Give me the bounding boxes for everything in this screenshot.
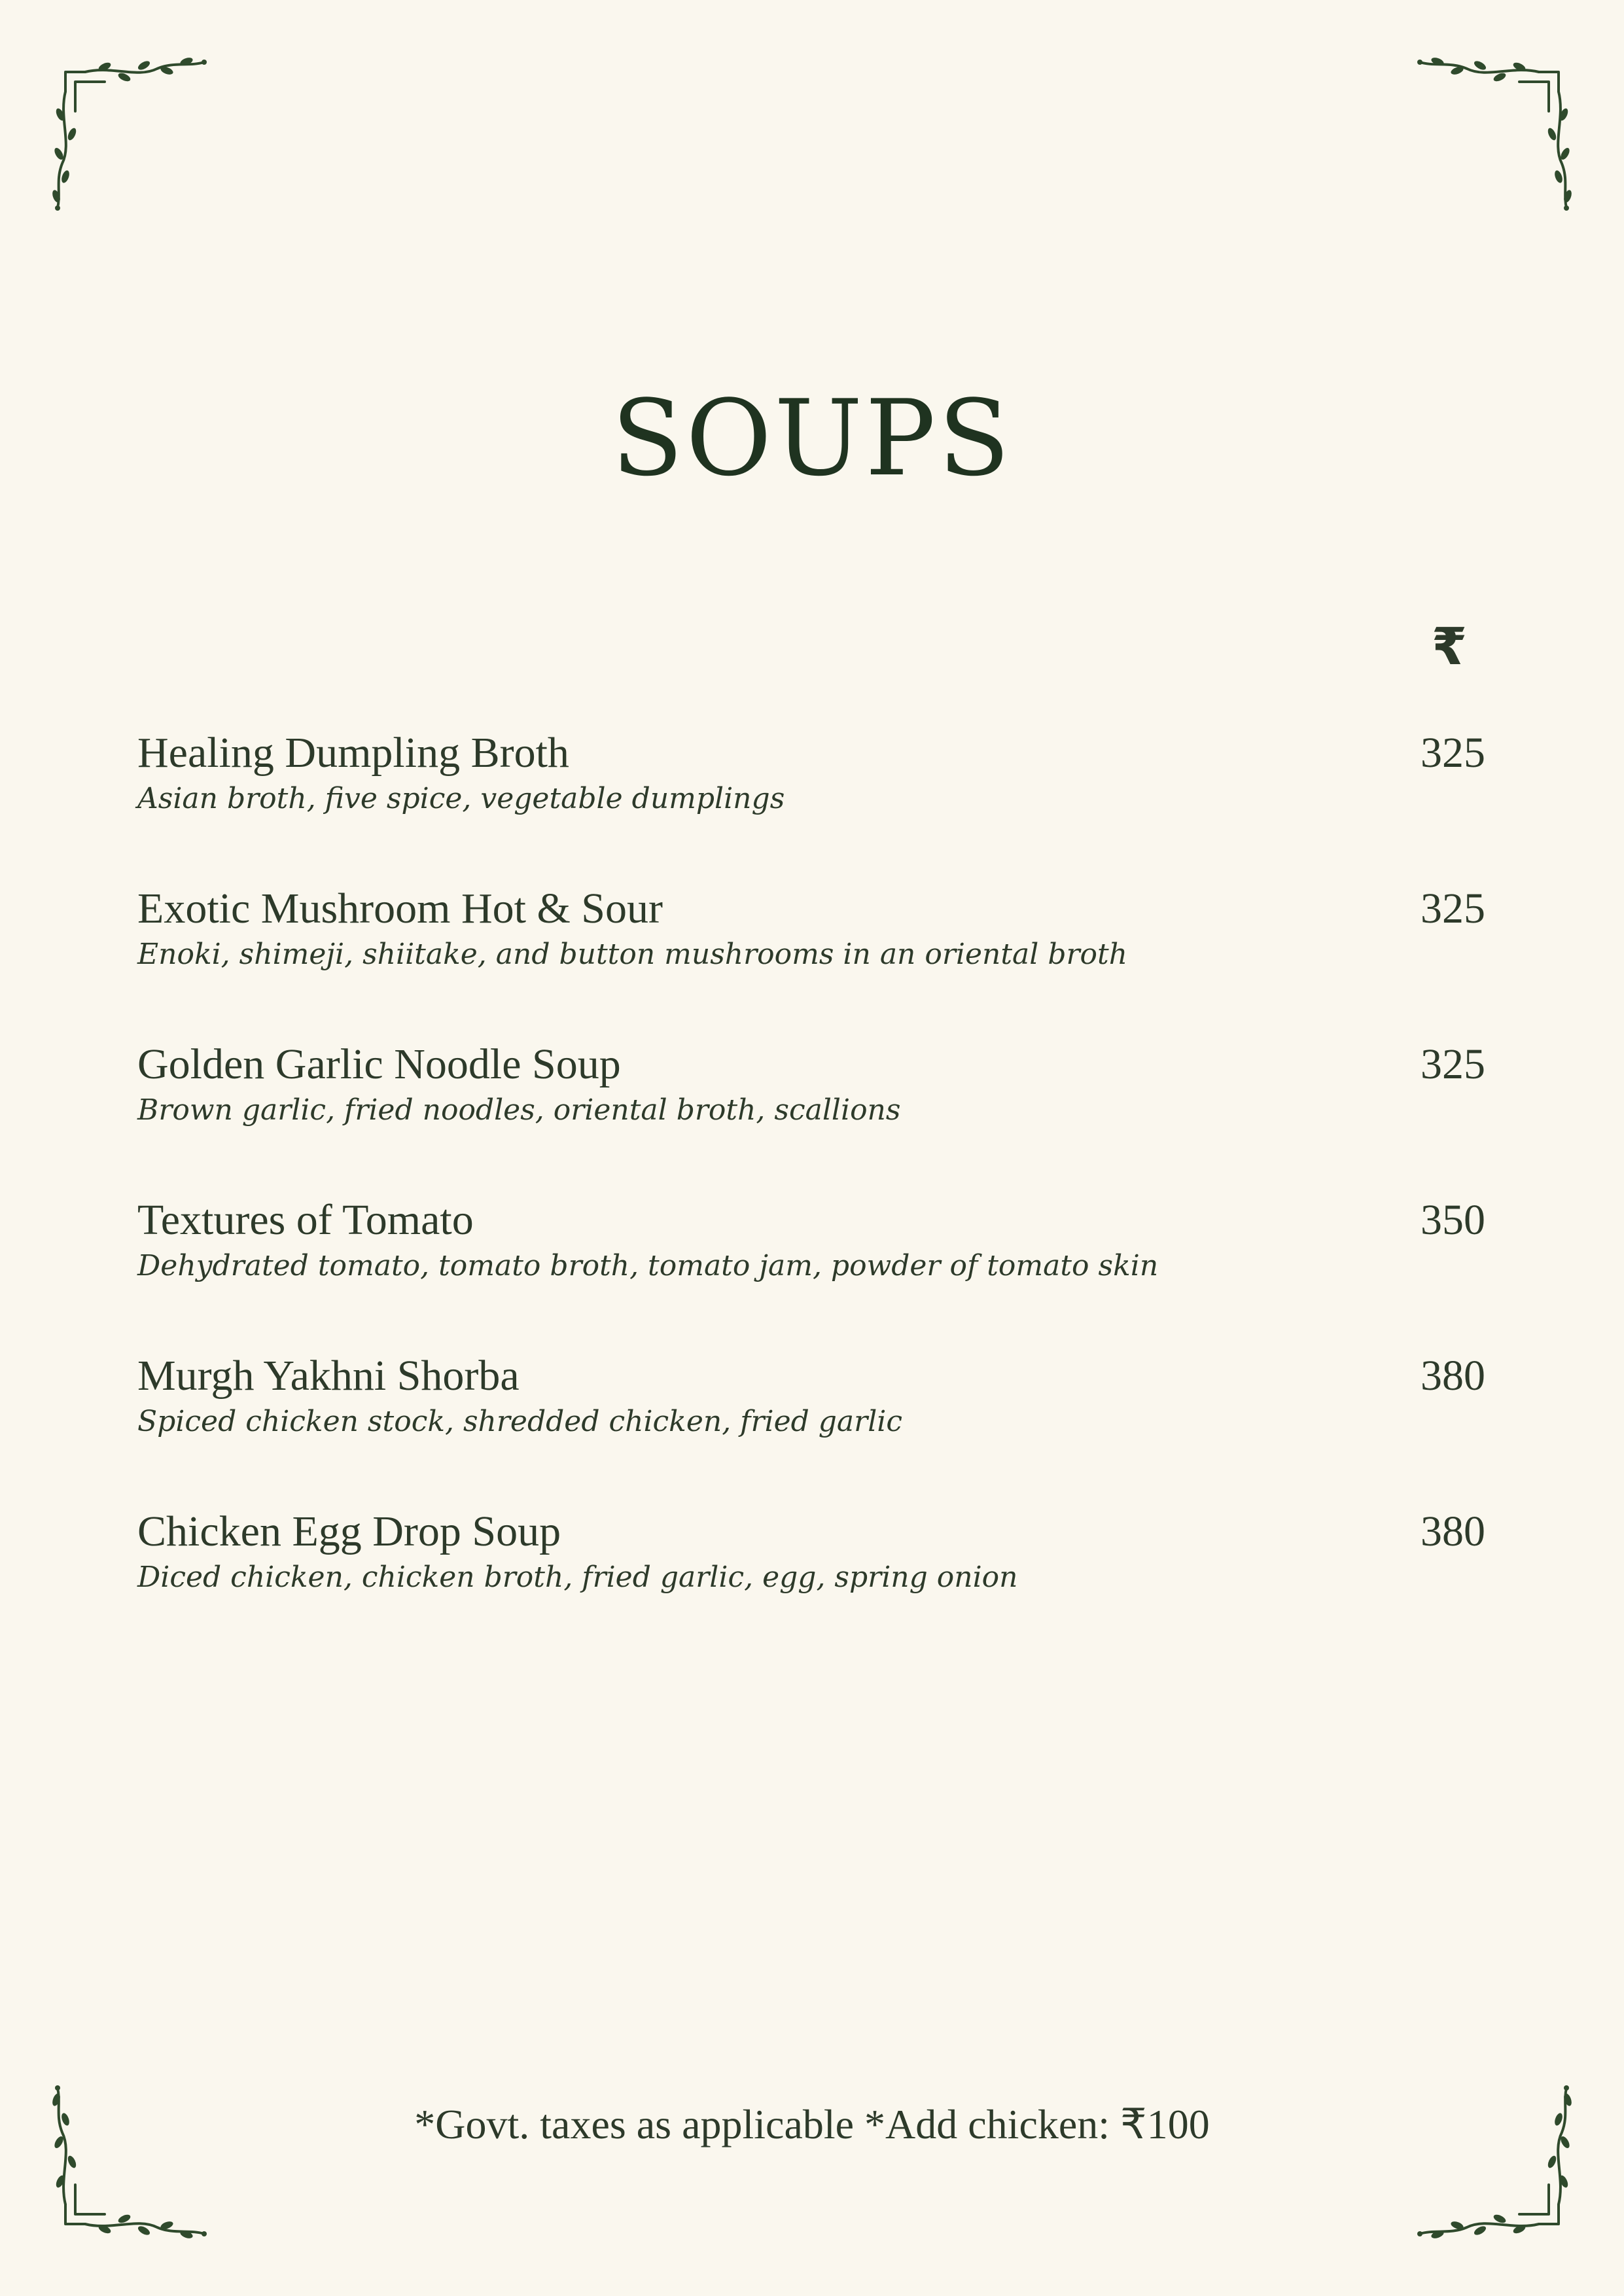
menu-item	[137, 885, 1485, 1041]
item-description: Spiced chicken stock, shredded chicken, fried garlic	[137, 1405, 902, 1438]
item-name: Chicken Egg Drop Soup	[137, 1508, 561, 1555]
vine-corner-icon	[1408, 52, 1572, 216]
item-name: Textures of Tomato	[137, 1196, 474, 1244]
item-description: Dehydrated tomato, tomato broth, tomato jam, powder of tomato skin	[137, 1249, 1159, 1282]
menu-item	[137, 1197, 1485, 1352]
item-description: Asian broth, five spice, vegetable dumplings	[137, 782, 785, 815]
menu-item	[137, 1041, 1485, 1197]
currency-symbol: ₹	[1431, 618, 1468, 677]
item-price: 325	[1421, 1040, 1485, 1088]
item-description: Diced chicken, chicken broth, fried garlic, egg, spring onion	[137, 1561, 1018, 1594]
item-price: 380	[1421, 1508, 1485, 1555]
item-price: 350	[1421, 1196, 1485, 1244]
item-name: Healing Dumpling Broth	[137, 729, 569, 777]
page-title: SOUPS	[611, 377, 1013, 499]
item-description: Enoki, shimeji, shiitake, and button mushrooms in an oriental broth	[137, 938, 1128, 971]
item-description: Brown garlic, fried noodles, oriental broth, scallions	[137, 1093, 901, 1127]
item-name: Golden Garlic Noodle Soup	[137, 1040, 621, 1088]
menu-item	[137, 1508, 1485, 1664]
vine-corner-icon	[52, 52, 216, 216]
item-name: Exotic Mushroom Hot & Sour	[137, 885, 663, 932]
menu-item	[137, 730, 1485, 885]
item-price: 380	[1421, 1352, 1485, 1400]
item-price: 325	[1421, 885, 1485, 932]
item-name: Murgh Yakhni Shorba	[137, 1352, 520, 1400]
item-price: 325	[1421, 729, 1485, 777]
menu-item-list	[137, 730, 1485, 1664]
footer-note: *Govt. taxes as applicable *Add chicken: ₹100	[414, 2101, 1210, 2147]
menu-item	[137, 1352, 1485, 1508]
